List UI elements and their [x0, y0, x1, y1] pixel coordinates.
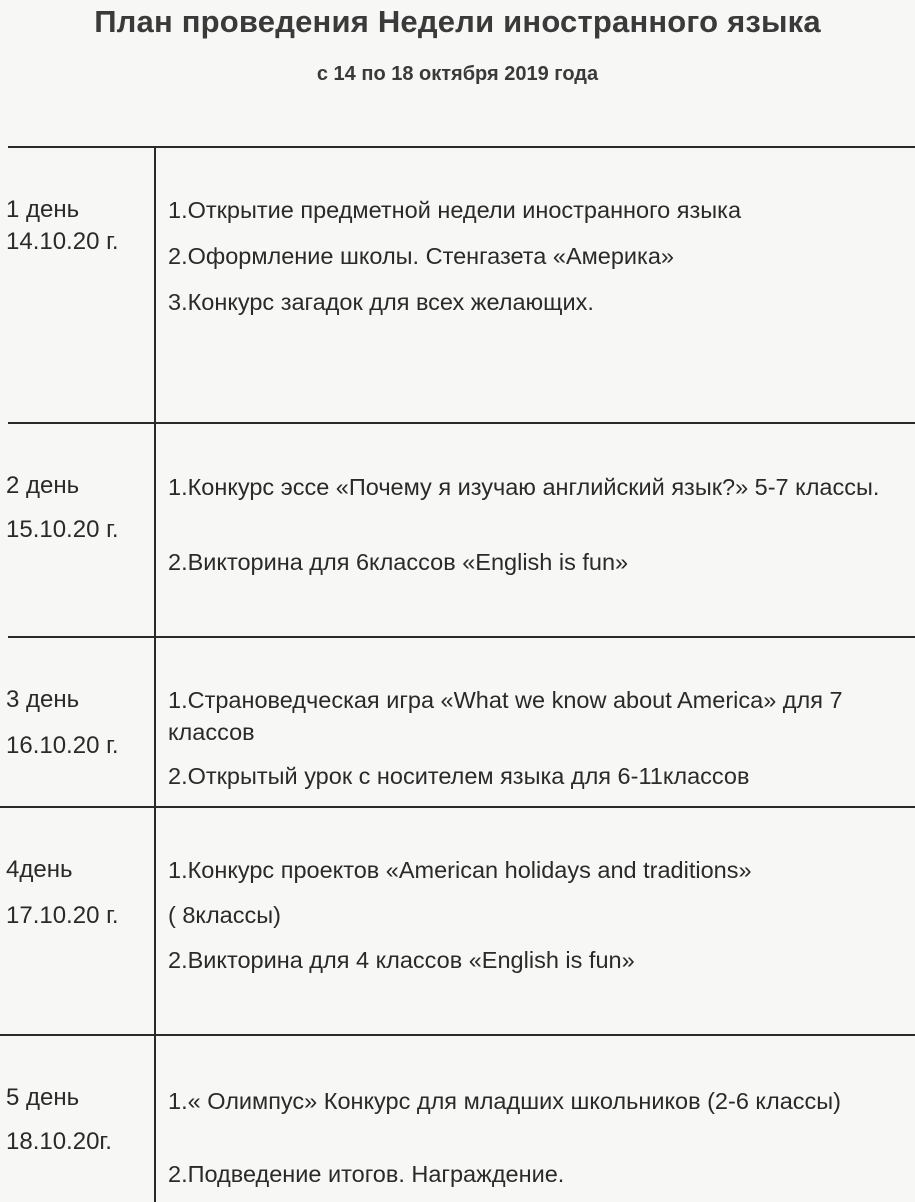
- event-item: 1.Открытие предметной недели иностранного языка: [168, 197, 742, 223]
- document-title: План проведения Недели иностранного языка: [94, 4, 821, 39]
- event-item: 2.Открытый урок с носителем языка для 6-11классов: [168, 763, 750, 789]
- day-label: 4день: [6, 856, 73, 883]
- event-item: 2.Викторина для 6классов «English is fun»: [168, 549, 629, 575]
- event-item: 1.« Олимпус» Конкурс для младших школьников (2-6 классы): [168, 1088, 841, 1114]
- day-label: 2 день: [6, 472, 80, 499]
- day-label: 1 день: [6, 196, 80, 223]
- event-item: 2.Оформление школы. Стенгазета «Америка»: [168, 243, 674, 269]
- event-item: 2.Викторина для 4 классов «English is fun»: [168, 947, 635, 973]
- day-date: 16.10.20 г.: [6, 732, 119, 759]
- day-label: 3 день: [6, 686, 80, 713]
- event-item: 1.Конкурс проектов «American holidays and traditions»: [168, 857, 752, 883]
- day-label: 5 день: [6, 1084, 80, 1111]
- event-item: 2.Подведение итогов. Награждение.: [168, 1161, 565, 1187]
- event-item: ( 8классы): [168, 902, 281, 928]
- row-divider: [8, 636, 915, 638]
- row-divider: [0, 806, 915, 808]
- event-item: 3.Конкурс загадок для всех желающих.: [168, 289, 594, 315]
- day-date: 14.10.20 г.: [6, 228, 119, 255]
- day-date: 18.10.20г.: [6, 1128, 112, 1155]
- row-divider: [8, 422, 915, 424]
- day-date: 17.10.20 г.: [6, 902, 119, 929]
- row-divider: [0, 1034, 915, 1036]
- event-item: 1.Страноведческая игра «What we know about America» для 7 классов: [168, 687, 843, 745]
- table-top-border: [8, 146, 915, 148]
- document-subtitle: с 14 по 18 октября 2019 года: [316, 63, 599, 85]
- event-item: 1.Конкурс эссе «Почему я изучаю английский язык?» 5-7 классы.: [168, 474, 880, 500]
- column-divider: [154, 146, 156, 1202]
- day-date: 15.10.20 г.: [6, 516, 119, 543]
